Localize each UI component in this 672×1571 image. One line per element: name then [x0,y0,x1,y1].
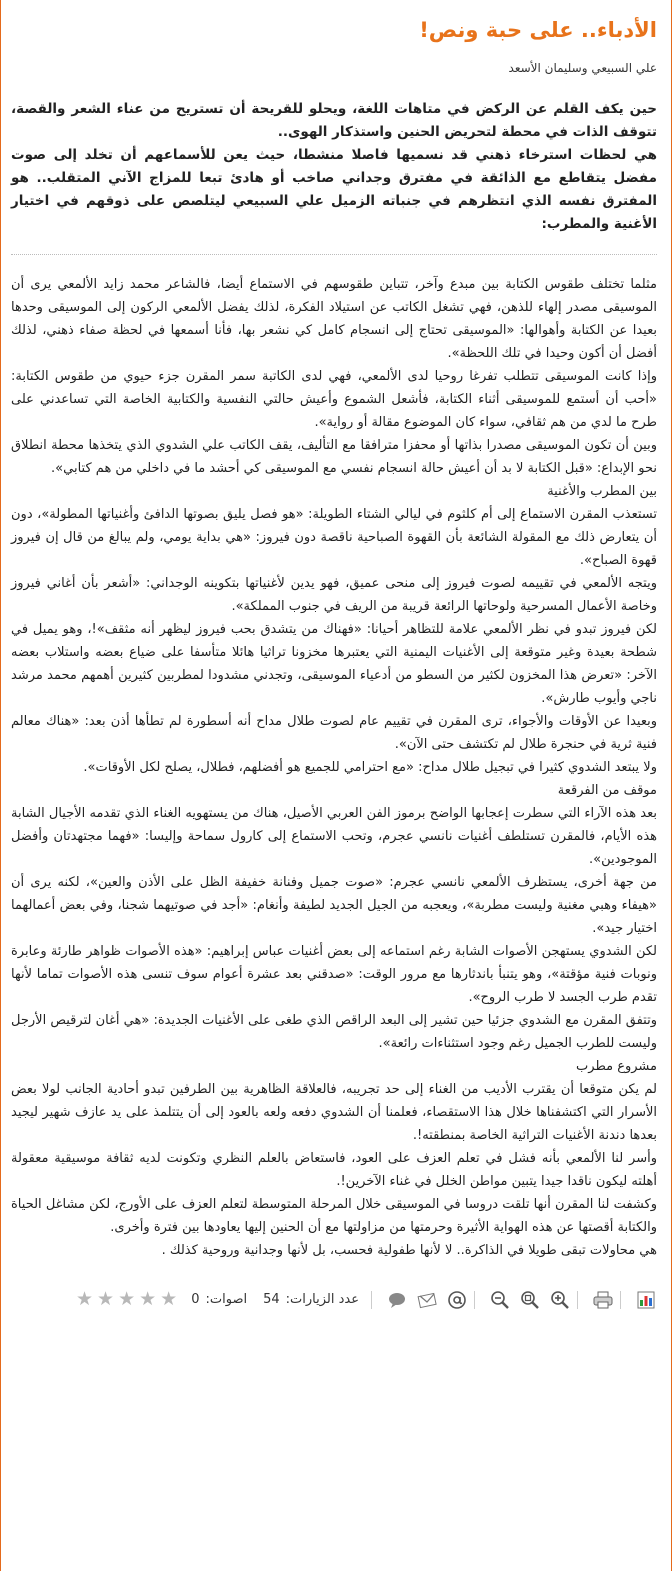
article-title: الأدباء.. على حبة ونص! [419,18,657,42]
visits-label: عدد الزيارات: [285,1292,359,1307]
body-paragraph: هي محاولات تبقى طويلا في الذاكرة.. لا لأنها طفولية فحسب، بل لأنها وجدانية وروحية كذلك . [161,1243,657,1258]
lead-paragraph: حين يكف القلم عن الركض في متاهات اللغة، ويحلو للقريحة أن تستريح من عناء الشعر والقصة، تتوقف الذات في محطة لتحريض الحنين واستذكار الهوى.. [11,101,657,140]
article-lead [11,98,657,236]
print-icon[interactable] [592,1289,614,1311]
body-paragraph: ولا يبتعد الشدوي كثيرا في تبجيل طلال مداح: «مع احترامي للجميع هو أفضلهم، فطلال، يصلح لكل الأوقات». [83,760,657,775]
section-heading: مشروع مطرب [576,1059,657,1074]
body-paragraph: من جهة أخرى، يستظرف الألمعي نانسي عجرم: «صوت جميل وفنانة خفيفة الظل على الأذن والعين»، لكنه يرى أن «هيفاء وهبي مغنية وليست مطربة»، ويعجبه من الجيل الجديد لطيفة وأنغام: «أجد في صوتيهما شجنا، وفي بعض أعمالهما اختيار جيد». [11,875,657,936]
body-paragraph: ويتجه الألمعي في تقييمه لصوت فيروز إلى منحى عميق، فهو يدين لأغنياتها بتكوينه الوجداني: «أشعر بأن أغاني فيروز وخاصة الأعمال المسرحية ولوحاتها الرائعة قريبة من الريف في جنوب المملكة». [11,576,657,614]
star-icon[interactable]: ★ [160,1288,178,1310]
star-icon[interactable]: ★ [75,1288,94,1310]
body-paragraph: بعد هذه الآراء التي سطرت إعجابها الواضح برموز الفن العربي الأصيل، هناك من يستهويه الغناء الذي تقدمه الأجيال الشابة هذه الأيام، فالمقرن تستلطف أغنيات نانسي عجرم، وتحب الاستماع إلى كارول سماحة وإليسا: «فهما مجتهدتان وأفضل الموجودين». [11,806,657,867]
article-authors: علي السبيعي وسليمان الأسعد [508,61,657,75]
star-icon[interactable]: ★ [139,1288,157,1310]
zoom-reset-icon[interactable] [519,1289,541,1311]
body-paragraph: وبعيدا عن الأوقات والأجواء، ترى المقرن في تقييم عام لصوت طلال مداح أنه أسطورة لم تطأها أذن بعد: «هناك معالم فنية ثرية في حنجرة طلال لم تكتشف حتى الآن». [11,714,657,752]
toolbar-wrap [11,1262,657,1322]
body-paragraph: وأسر لنا الألمعي بأنه فشل في تعلم العزف على العود، فاستعاض بالعلم النظري وتكونت لديه ثقافة موسيقية معقولة أهلته ليكون ناقدا جيدا يتبين مواطن الخلل في غناء الآخرين!. [11,1151,657,1189]
toolbar-divider [577,1291,578,1309]
body-paragraph: تستعذب المقرن الاستماع إلى أم كلثوم في ليالي الشتاء الطويلة: «هو فصل يليق بصوتها الدافئ وأغنياتها المطولة»، دون أن يتعارض ذلك مع المقولة الشائعة بأن القهوة الصباحية ناقصة دون فيروز: «هي بداية يومي، ولم يبالغ من قال إن فيروز قهوة الصباح». [11,507,657,568]
email-icon[interactable] [446,1289,468,1311]
body-paragraph: لم يكن متوقعا أن يقترب الأديب من الغناء إلى حد تجريبه، فالعلاقة الظاهرية بين الطرفين تبدو أحادية الجانب لولا بعض الأسرار التي اكتشفناها خلال هذا الاستقصاء، فعلمنا أن الشدوي دفعه ولعه بالعود إلى أن يتتلمذ على يد عازف شهير ليجيد بعدها دندنة الأغنيات التراثية الخاصة بمنطقته!. [11,1082,657,1143]
article-body [11,273,657,1322]
zoom-in-icon[interactable] [549,1289,571,1311]
visits-count: 54 [263,1292,280,1307]
toolbar-divider [474,1291,475,1309]
body-paragraph: مثلما تختلف طقوس الكتابة بين مبدع وآخر، تتباين طقوسهم في الاستماع أيضا، فالشاعر محمد زايد الألمعي يرى أن الموسيقى مصدر إلهاء للذهن، فهي تشغل الكاتب عن استيلاد الفكرة، لذلك يفضل الألمعي الركون إلى الموسيقى وحدها بعيدا عن الكتابة وأهوالها: «الموسيقى تحتاج إلى انسجام كامل كي نشعر بها، فأنا أسمعها في لحظة صفاء ذهني، لذلك أفضل أن أكون وحيدا في تلك اللحظة». [11,277,657,361]
body-paragraph: وكشفت لنا المقرن أنها تلقت دروسا في الموسيقى خلال المرحلة المتوسطة لتعلم العزف على الأورج، لكن مشاغل الحياة والكتابة أقصتها عن هذه الهواية الأثيرة وحرمتها من مزاولتها مع أن الحنين إليها يعاودها بين فترة وأخرى. [11,1197,657,1235]
body-paragraph: وإذا كانت الموسيقى تتطلب تفرغا روحيا لدى الألمعي، فهي لدى الكاتبة سمر المقرن جزء حيوي من طقوس الكتابة: «أحب أن أستمع للموسيقى أثناء الكتابة، فأشعل الشموع وأعيش حالتي النفسية والكتابية الخاصة التي تساعدني على طرح ما لدي من هم ثقافي، سواء كان الموضوع مقالة أو رواية». [11,369,657,430]
comment-icon[interactable] [386,1289,408,1311]
lead-paragraph: هي لحظات استرخاء ذهني قد نسميها فاصلا منشطا، حيث يعن للأسماعهم أن تخلد إلى صوت مفضل يتقاطع مع الذائقة في مفترق وجداني صاخب أو هادئ تبعا للمزاج الآني المتقلب.. هو المفترق نفسه الذي انتظرهم في جنباته الزميل علي السبيعي ليتلصص على ذوقهم في اختيار الأغنية والمطرب: [11,147,657,232]
article-toolbar [11,1288,657,1311]
star-icon[interactable]: ★ [97,1288,115,1310]
body-paragraph: لكن الشدوي يستهجن الأصوات الشابة رغم استماعه إلى بعض أغنيات عباس إبراهيم: «هذه الأصوات ظواهر طارئة وعابرة ونوبات فنية مؤقتة»، وهو يتنبأ باندثارها مع مرور الوقت: «صدقني بعد عشرة أعوام سوف تنسى هذه الأصوات تماما لأنها تقدم طرب الجسد لا طرب الروح». [11,944,657,1005]
section-heading: بين المطرب والأغنية [547,484,657,499]
toolbar-divider [620,1291,621,1309]
separator [11,254,657,255]
send-icon[interactable] [416,1289,438,1311]
rating-stars[interactable] [74,1288,179,1311]
toolbar-divider [371,1291,372,1309]
votes-count: 0 [191,1292,200,1307]
section-heading: موقف من الفرقعة [557,783,657,798]
body-paragraph: وتتفق المقرن مع الشدوي جزئيا حين تشير إلى البعد الراقص الذي طغى على الأغنيات الجديدة: «هي أغان لترقيص الأرجل وليست للطرب الجميل رغم وجود استثناءات رائعة». [11,1013,657,1051]
zoom-out-icon[interactable] [489,1289,511,1311]
votes-label: اصوات: [205,1292,248,1307]
body-paragraph: لكن فيروز تبدو في نظر الألمعي علامة للتظاهر أحيانا: «فهناك من يتشدق بحب فيروز ليظهر أنه مثقف»!، وهو يميل في شطحة بعيدة وغير متوقعة إلى الأغنيات اليمنية التي يعتبرها مخزونا تراثيا هائلا متأسفا على ضياع بعضه واستلاب بعضه الآخر: «تعرض هذا المخزون لكثير من السطو من أدعياء الموسيقى، وتجدني مشدودا لمطربين كثيرين أهمهم محمد مرشد ناجي وأيوب طارش». [11,622,657,706]
stats-icon[interactable] [635,1289,657,1311]
star-icon[interactable]: ★ [118,1288,136,1310]
body-paragraph: وبين أن تكون الموسيقى مصدرا بذاتها أو محفزا مترافقا مع التأليف، يقف الكاتب علي الشدوي الذي يتخذها محطة انطلاق نحو الإبداع: «قبل الكتابة لا بد أن أعيش حالة انسجام نفسي مع الموسيقى كي أحشد ما في داخلي من هم كتابي». [11,438,657,476]
